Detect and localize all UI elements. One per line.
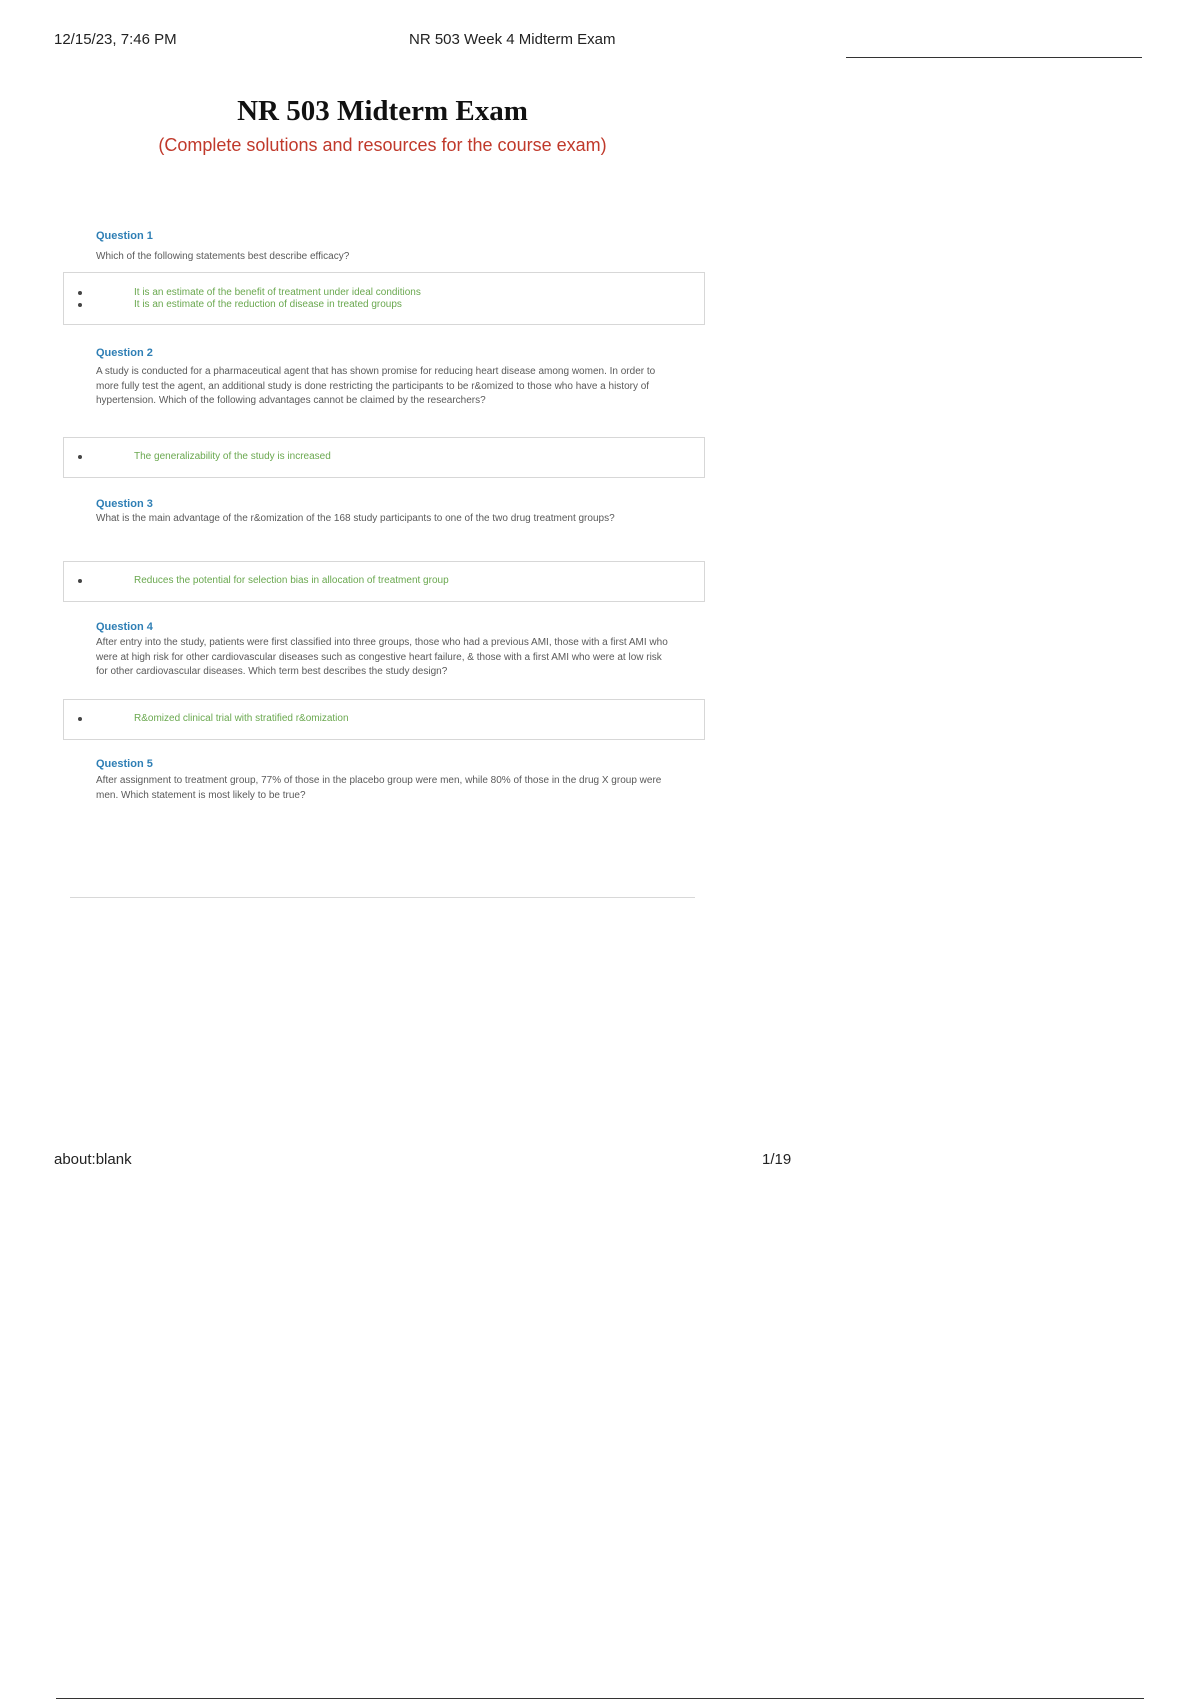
question-2-label: Question 2 xyxy=(96,347,153,359)
question-4-text: After entry into the study, patients were first classified into three groups, those who had a previous AMI, those with a first AMI who were at high risk for other cardiovascular diseases such as congestive heart failure, & those with a first AMI who were at low risk for other cardiovascular diseases. Which term best describes the study design? xyxy=(96,637,668,677)
question-1-label: Question 1 xyxy=(96,230,153,242)
print-footer-page-number: 1/19 xyxy=(762,1151,792,1168)
answer-text: It is an estimate of the reduction of disease in treated groups xyxy=(134,299,402,310)
answer-item xyxy=(64,575,704,587)
question-3-text: What is the main advantage of the r&omization of the 168 study participants to one of the two drug treatment groups? xyxy=(96,513,615,524)
bullet-icon xyxy=(78,303,82,307)
question-1-text: Which of the following statements best describe efficacy? xyxy=(96,251,350,262)
page-bottom-rule xyxy=(56,1698,1144,1699)
document-subtitle: (Complete solutions and resources for the course exam) xyxy=(158,135,607,155)
bullet-icon xyxy=(78,455,82,459)
answer-text: The generalizability of the study is increased xyxy=(134,451,331,462)
answer-item xyxy=(64,451,704,463)
bullet-icon xyxy=(78,579,82,583)
answer-item xyxy=(64,713,704,725)
print-footer-url: about:blank xyxy=(54,1151,132,1168)
answer-item xyxy=(64,299,704,311)
answer-text: It is an estimate of the benefit of treatment under ideal conditions xyxy=(134,287,421,298)
header-rule xyxy=(846,57,1142,58)
question-3-label: Question 3 xyxy=(96,498,153,510)
question-2-text: A study is conducted for a pharmaceutical agent that has shown promise for reducing heart disease among women. In order to more fully test the agent, an additional study is done restricting the participants to be r&omized to those who have a history of hypertension. Which of the following advantages cannot be claimed by the researchers? xyxy=(96,366,656,406)
answer-item xyxy=(64,287,704,299)
question-5-text: After assignment to treatment group, 77% of those in the placebo group were men, while 80% of those in the drug X group were men. Which statement is most likely to be true? xyxy=(96,775,662,801)
question-1-answer-box xyxy=(63,272,705,325)
bullet-icon xyxy=(78,717,82,721)
print-header-title: NR 503 Week 4 Midterm Exam xyxy=(409,31,616,48)
print-header-datetime: 12/15/23, 7:46 PM xyxy=(54,31,177,48)
question-3-answer-box xyxy=(63,561,705,602)
section-divider xyxy=(70,897,695,898)
document-title: NR 503 Midterm Exam xyxy=(237,95,528,127)
question-2-answer-box xyxy=(63,437,705,478)
answer-text: Reduces the potential for selection bias in allocation of treatment group xyxy=(134,575,449,586)
answer-text: R&omized clinical trial with stratified r&omization xyxy=(134,713,349,724)
question-5-label: Question 5 xyxy=(96,758,153,770)
bullet-icon xyxy=(78,291,82,295)
question-4-answer-box xyxy=(63,699,705,740)
question-4-label: Question 4 xyxy=(96,621,153,633)
